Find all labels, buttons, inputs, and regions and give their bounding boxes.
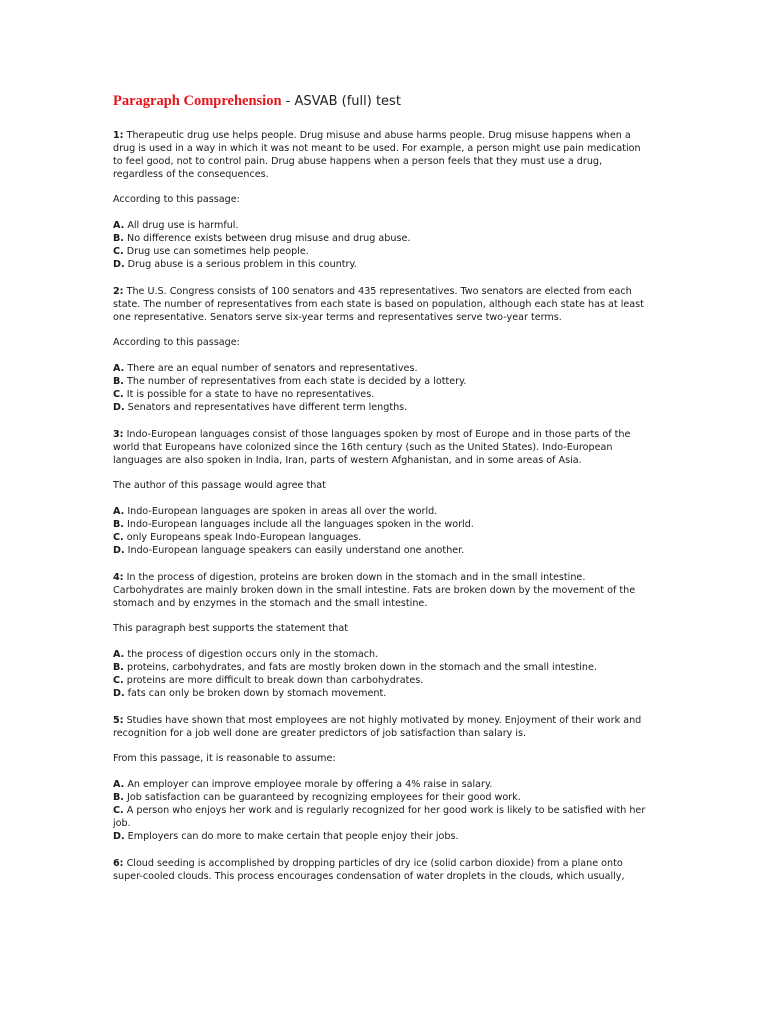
option-text: The number of representatives from each state is decided by a lottery. <box>127 376 467 387</box>
question-prompt: According to this passage: <box>113 337 240 348</box>
option-letter: D. <box>113 688 125 699</box>
option-letter: C. <box>113 675 124 686</box>
option-letter: D. <box>113 831 125 842</box>
answer-option-d <box>113 401 653 414</box>
question-6 <box>113 857 653 883</box>
option-text: It is possible for a state to have no representatives. <box>126 389 375 400</box>
question-number: 6: <box>113 858 124 869</box>
option-letter: B. <box>113 792 124 803</box>
question-passage <box>113 129 653 181</box>
option-text: Indo-European languages are spoken in areas all over the world. <box>127 506 438 517</box>
answer-option-a <box>113 219 653 232</box>
option-letter: D. <box>113 545 125 556</box>
option-text: Employers can do more to make certain that people enjoy their jobs. <box>127 831 459 842</box>
answer-option-b <box>113 375 653 388</box>
passage-text: Cloud seeding is accomplished by dropping particles of dry ice (solid carbon dioxide) from a plane onto super-cooled clouds. This process encourages condensation of water droplets in the clouds, which usually, <box>113 858 625 882</box>
answer-option-d <box>113 258 653 271</box>
question-passage <box>113 571 653 610</box>
answer-option-c <box>113 674 653 687</box>
answer-option-a <box>113 505 653 518</box>
option-text: All drug use is harmful. <box>127 220 239 231</box>
option-letter: D. <box>113 259 125 270</box>
question-prompt: The author of this passage would agree that <box>113 480 326 491</box>
option-text: only Europeans speak Indo-European languages. <box>126 532 362 543</box>
option-text: No difference exists between drug misuse and drug abuse. <box>127 233 411 244</box>
question-number: 5: <box>113 715 124 726</box>
page-title-main: Paragraph Comprehension <box>113 93 282 109</box>
option-letter: C. <box>113 389 124 400</box>
option-text: Senators and representatives have different term lengths. <box>127 402 408 413</box>
question-number: 3: <box>113 429 124 440</box>
option-text: A person who enjoys her work and is regularly recognized for her good work is likely to be satisfied with her job. <box>113 805 646 829</box>
answer-option-b <box>113 518 653 531</box>
answer-options <box>113 648 653 700</box>
answer-options <box>113 219 653 271</box>
answer-option-c <box>113 531 653 544</box>
question-prompt: From this passage, it is reasonable to assume: <box>113 753 336 764</box>
answer-option-b <box>113 661 653 674</box>
answer-options <box>113 362 653 414</box>
option-letter: D. <box>113 402 125 413</box>
answer-options <box>113 778 653 843</box>
question-number: 4: <box>113 572 124 583</box>
option-text: Indo-European language speakers can easily understand one another. <box>127 545 465 556</box>
passage-text: Therapeutic drug use helps people. Drug misuse and abuse harms people. Drug misuse happens when a drug is used in a way in which it was not meant to be used. For example, a person might use pain medication to feel good, not to control pain. Drug abuse happens when a person feels that they must use a drug, regardless of the consequences. <box>113 130 641 180</box>
question-4 <box>113 571 653 700</box>
option-letter: A. <box>113 506 125 517</box>
answer-option-d <box>113 687 653 700</box>
question-3 <box>113 428 653 557</box>
option-text: Drug abuse is a serious problem in this country. <box>127 259 357 270</box>
option-letter: C. <box>113 805 124 816</box>
question-passage <box>113 428 653 467</box>
question-prompt: According to this passage: <box>113 194 240 205</box>
question-passage <box>113 857 653 883</box>
page-title <box>113 92 653 111</box>
question-passage <box>113 285 653 324</box>
option-letter: B. <box>113 233 124 244</box>
option-text: Indo-European languages include all the languages spoken in the world. <box>127 519 474 530</box>
document-page <box>113 92 653 895</box>
option-text: Job satisfaction can be guaranteed by recognizing employees for their good work. <box>127 792 521 803</box>
answer-option-b <box>113 791 653 804</box>
option-letter: C. <box>113 532 124 543</box>
answer-option-a <box>113 778 653 791</box>
question-2 <box>113 285 653 414</box>
question-number: 2: <box>113 286 124 297</box>
passage-text: The U.S. Congress consists of 100 senators and 435 representatives. Two senators are elected from each state. The number of representatives from each state is based on population, although each state has at least one representative. Senators serve six-year terms and representatives serve two-year terms. <box>113 286 644 323</box>
question-passage <box>113 714 653 740</box>
option-letter: C. <box>113 246 124 257</box>
answer-option-a <box>113 648 653 661</box>
option-letter: A. <box>113 363 125 374</box>
question-number: 1: <box>113 130 124 141</box>
answer-option-d <box>113 544 653 557</box>
option-text: proteins are more difficult to break down than carbohydrates. <box>126 675 424 686</box>
passage-text: In the process of digestion, proteins are broken down in the stomach and in the small intestine. Carbohydrates are mainly broken down in the small intestine. Fats are broken down by the movement of the stomach and by enzymes in the stomach and the small intestine. <box>113 572 636 609</box>
passage-text: Indo-European languages consist of those languages spoken by most of Europe and in those parts of the world that Europeans have colonized since the 16th century (such as the United States). Indo-European languages are also spoken in India, Iran, parts of western Afghanistan, and in some areas of Asia. <box>113 429 631 466</box>
option-letter: B. <box>113 376 124 387</box>
option-letter: A. <box>113 779 125 790</box>
option-letter: A. <box>113 649 125 660</box>
option-text: An employer can improve employee morale by offering a 4% raise in salary. <box>127 779 493 790</box>
question-5 <box>113 714 653 843</box>
option-letter: A. <box>113 220 125 231</box>
answer-option-a <box>113 362 653 375</box>
option-text: proteins, carbohydrates, and fats are mostly broken down in the stomach and the small intestine. <box>127 662 597 673</box>
question-prompt: This paragraph best supports the statement that <box>113 623 348 634</box>
answer-option-c <box>113 245 653 258</box>
option-text: There are an equal number of senators and representatives. <box>127 363 418 374</box>
option-text: the process of digestion occurs only in the stomach. <box>127 649 379 660</box>
option-text: Drug use can sometimes help people. <box>126 246 309 257</box>
option-text: fats can only be broken down by stomach movement. <box>127 688 387 699</box>
page-title-subtitle: - ASVAB (full) test <box>285 94 401 109</box>
answer-options <box>113 505 653 557</box>
option-letter: B. <box>113 662 124 673</box>
answer-option-b <box>113 232 653 245</box>
answer-option-c <box>113 804 653 830</box>
answer-option-d <box>113 830 653 843</box>
option-letter: B. <box>113 519 124 530</box>
passage-text: Studies have shown that most employees are not highly motivated by money. Enjoyment of their work and recognition for a job well done are greater predictors of job satisfaction than salary is. <box>113 715 642 739</box>
answer-option-c <box>113 388 653 401</box>
question-1 <box>113 129 653 271</box>
